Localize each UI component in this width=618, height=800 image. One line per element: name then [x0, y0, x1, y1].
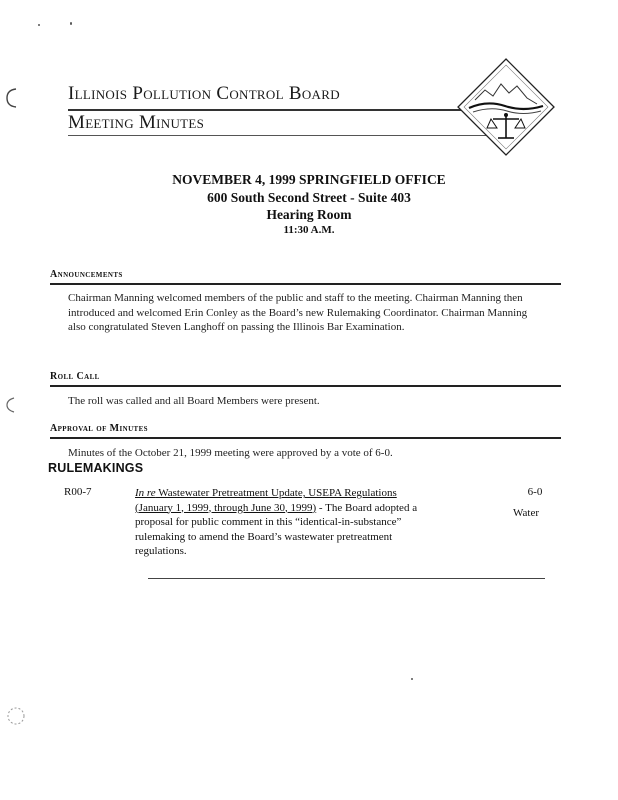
scan-speck — [411, 678, 413, 680]
approval-divider — [50, 437, 561, 439]
scan-smudge — [6, 704, 26, 728]
organization-title: Illinois Pollution Control Board — [68, 83, 340, 104]
binder-hole-mark — [4, 396, 16, 414]
case-category: Water — [513, 507, 539, 519]
scan-speck — [38, 24, 40, 26]
section-end-divider — [148, 578, 545, 579]
case-summary: - The Board adopted a proposal for public comment in this “identical-in-substance” rulemaking to amend the Board’s wastewater pretreatment regulations. — [135, 501, 418, 557]
approval-heading: Approval of Minutes — [50, 423, 148, 434]
rulemakings-heading: RULEMAKINGS — [48, 461, 144, 475]
roll-call-heading: Roll Call — [50, 371, 100, 382]
case-description — [135, 486, 435, 559]
announcements-heading: Announcements — [50, 269, 123, 280]
binder-hole-mark — [4, 86, 18, 110]
board-seal-icon — [455, 56, 557, 158]
meeting-time: 11:30 A.M. — [283, 224, 335, 236]
meeting-address: 600 South Second Street - Suite 403 — [207, 190, 411, 205]
meeting-room: Hearing Room — [266, 207, 352, 222]
case-prefix: In re — [135, 487, 156, 499]
announcements-divider — [50, 283, 561, 285]
announcements-text: Chairman Manning welcomed members of the public and staff to the meeting. Chairman Manning then introduced and welcomed Erin Conley as the Board’s new Rulemaking Coordinator. Chairman Manning also congratulated Steven Langhoff on passing the Illinois Bar Examination. — [68, 292, 528, 333]
meeting-date-location: NOVEMBER 4, 1999 SPRINGFIELD OFFICE — [172, 172, 446, 187]
approval-text: Minutes of the October 21, 1999 meeting were approved by a vote of 6-0. — [68, 447, 393, 459]
header-divider — [68, 109, 468, 111]
case-title: Wastewater Pretreatment Update, USEPA Regulations (January 1, 1999, through June 30, 1999) — [135, 487, 397, 514]
case-vote: 6-0 — [527, 486, 543, 498]
subtitle-divider — [68, 135, 498, 136]
scan-speck — [70, 22, 72, 25]
roll-call-divider — [50, 385, 561, 387]
case-number: R00-7 — [64, 486, 92, 498]
document-type-title: Meeting Minutes — [68, 112, 205, 133]
roll-call-text: The roll was called and all Board Members were present. — [68, 395, 320, 407]
